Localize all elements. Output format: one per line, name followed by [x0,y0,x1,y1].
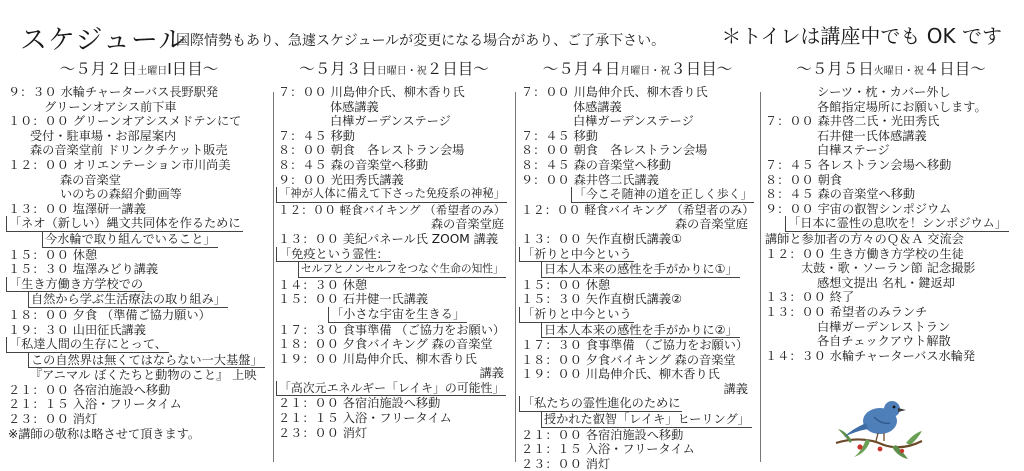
schedule-line-text: ８：４５ 森の音楽堂へ移動 [278,157,429,172]
schedule-line-text: 白樺ガーデンステージ [330,114,451,129]
schedule-line-text: ９：００ 光田秀氏講義 [278,172,404,187]
schedule-line [8,397,270,412]
schedule-line-text: 「高次元エネルギー「レイキ」の可能性」 [276,381,506,397]
schedule-line [278,262,510,278]
day-3-header [521,57,754,81]
schedule-line [521,173,754,188]
schedule-line [765,276,1017,291]
day-4-date: ～５月５日 [796,60,874,78]
schedule-line-text: いのちの森紹介動画等 [60,187,182,202]
schedule-line [278,247,510,263]
schedule-line [278,217,510,232]
schedule-line-text: ９：００ 宇宙の叡智シンポジウム [765,201,952,216]
schedule-line [278,323,510,338]
schedule-line-text: ７：００ 川島伸介氏、柳木香り氏 [278,85,465,99]
schedule-line-text: 受付・駐車場・お部屋案内 [30,128,177,143]
schedule-line-text: １９：００ 川島伸介氏、柳木香り氏 [278,351,477,366]
schedule-line [278,278,510,293]
schedule-line [521,442,754,457]
schedule-line-text: この自然界は無くてはならない一大基盤」 [28,353,265,369]
day-1-schedule [8,85,270,441]
schedule-line [765,216,1017,232]
schedule-line [278,114,510,129]
schedule-line-text: ２３：００ 消灯 [278,425,368,440]
schedule-line-text: １３：００ 終了 [765,290,855,305]
schedule-line [8,277,270,293]
schedule-line [765,143,1017,158]
schedule-line [8,173,270,188]
schedule-line-text: １５：００ 石井健一氏講義 [278,292,429,307]
schedule-line-text: 森の音楽堂 [60,172,121,187]
schedule-line [521,247,754,263]
schedule-line-text: セルフとノンセルフをつなぐ生命の知性」 [298,262,506,278]
schedule-line [8,262,270,277]
day-3-schedule [521,85,754,471]
schedule-line-text: シーツ・枕・カバー外し [817,85,951,99]
schedule-line [278,158,510,173]
schedule-line-text: １２：００ 軽食バイキング （希望者のみ） [521,202,755,217]
schedule-line-text: 太鼓・歌・ソーラン節 記念撮影 [801,261,976,276]
schedule-line [521,428,754,443]
schedule-line [765,349,1017,364]
schedule-line [521,353,754,368]
schedule-title: スケジュール [20,25,187,56]
schedule-line [765,85,1017,100]
schedule-line-text: 体感講義 [330,99,379,114]
schedule-line [765,290,1017,305]
schedule-line-text: １７：３０ 食事準備 （ご協力をお願い） [521,338,749,353]
schedule-line [278,337,510,352]
schedule-line [8,383,270,398]
schedule-line [521,143,754,158]
schedule-line [521,412,754,428]
schedule-line [521,114,754,129]
schedule-line [765,261,1017,276]
schedule-line [765,187,1017,202]
schedule-line-text: 「生き方働き方学校での [6,277,145,293]
schedule-line [765,202,1017,217]
day-4-column [765,57,1017,363]
schedule-line [8,216,270,232]
schedule-line [278,426,510,441]
schedule-line [521,158,754,173]
schedule-line-text: ９：００ 森井啓二氏講義 [521,172,659,187]
day-4-schedule [765,85,1017,363]
schedule-line-text: 今水輪で取り組んでいること」 [42,232,218,248]
schedule-line-text: 体感講義 [573,99,622,114]
schedule-line-text: １５：３０ 矢作直樹氏講義② [521,292,683,307]
schedule-line-text: ８：４５ 森の音楽堂へ移動 [765,187,916,202]
schedule-line [8,427,270,442]
schedule-line [278,129,510,144]
schedule-line-text: １９：００ 川島伸介氏、柳木香り氏 [521,367,720,382]
schedule-line-text: ２１：００ 各宿泊施設へ移動 [8,382,171,397]
schedule-line-text: ２３：００ 消灯 [521,456,611,471]
schedule-line-text: １３：００ 美紀パネール氏 ZOOM 講義 [278,231,499,246]
schedule-line-text: ８：００ 朝食 [765,172,842,187]
schedule-line [521,278,754,293]
schedule-line [765,158,1017,173]
schedule-line-text: 講師と参加者の方々のＱ＆Ａ 交流会 [765,231,964,246]
column-divider [515,92,516,462]
schedule-line [521,232,754,247]
schedule-line [278,100,510,115]
schedule-line-text: 「免疫という霊性： [276,247,391,263]
schedule-line-text: 「私たちの霊性進化のために [519,396,682,412]
schedule-line-text: ８：００ 朝食 各レストラン会場 [278,143,465,158]
schedule-line [8,232,270,248]
schedule-line-text: 「祈りと中今という [519,307,634,323]
schedule-line [8,187,270,202]
schedule-line-text: 「小さな宇宙を生きる」 [328,307,467,323]
day-2-date: ～５月３日 [299,60,377,78]
schedule-line [8,308,270,323]
schedule-line-text: 「日本に霊性の息吹を！シンポジウム」 [785,216,1009,232]
schedule-line-text: 感想文提出 名札・鍵返却 [817,275,955,290]
schedule-line [278,85,510,100]
schedule-line [278,143,510,158]
column-divider [760,92,761,462]
schedule-line-text: １８：００ 夕食バイキング 森の音楽堂 [278,337,493,352]
schedule-line [278,366,510,381]
schedule-line [521,100,754,115]
schedule-line-text: ８：００ 朝食 各レストラン会場 [521,143,708,158]
schedule-line [521,203,754,218]
schedule-line-text: １５：００ 休憩 [521,277,611,292]
schedule-line [521,396,754,412]
schedule-line-text: ２１：００ 各宿泊施設へ移動 [278,396,441,411]
toilet-note: ＊トイレは講座中でも OK です [721,24,1002,48]
day-3-label: ３日目～ [670,60,733,78]
schedule-line [8,368,270,383]
schedule-line-text: 「今こそ随神の道を正しく歩く」 [571,187,754,203]
schedule-line-text: ２１：００ 各宿泊施設へ移動 [521,427,684,442]
schedule-line [521,367,754,382]
schedule-line-text: ２１：１５ 入浴・フリータイム [521,442,695,457]
schedule-line [8,100,270,115]
schedule-line-text: 講義 [723,381,748,396]
schedule-line-text: グリーンオアシス前下車 [44,99,177,114]
schedule-line [8,143,270,158]
schedule-line [765,173,1017,188]
schedule-line [8,353,270,369]
schedule-line-text: 日本人本来の感性を手がかりに①」 [541,262,740,278]
schedule-line-text: １２：００ 軽食バイキング （希望者のみ） [278,202,506,217]
day-1-header [8,57,270,81]
schedule-line-text: 各自チェックアウト解散 [817,334,951,349]
schedule-line-text: ７：００ 森井啓二氏・光田秀氏 [765,114,940,129]
schedule-line [765,114,1017,129]
schedule-line [521,292,754,307]
schedule-line-text: 「神が人体に備えて下さった免疫系の神秘」 [276,187,507,203]
day-1-label: Ⅰ日目～ [167,60,219,78]
day-2-label: ２日目～ [426,60,489,78]
day-3-weekday: 月曜日・祝 [620,66,671,77]
schedule-line [765,247,1017,262]
day-2-header [278,57,510,81]
schedule-line [8,292,270,308]
schedule-line-text: 白樺ガーデンレストラン [817,319,951,334]
schedule-line [765,129,1017,144]
schedule-line-text: 森の音楽堂庭 [430,217,504,232]
schedule-line [521,262,754,278]
schedule-line [278,381,510,397]
day-2-weekday: 日曜日・祝 [376,66,427,77]
schedule-line [8,337,270,353]
schedule-line-text: １３：００ 希望者のみランチ [765,304,928,319]
schedule-line [765,100,1017,115]
schedule-line-text: ２１：１５ 入浴・フリータイム [8,397,182,412]
schedule-line-text: １８：００ 夕食バイキング 森の音楽堂 [521,352,736,367]
schedule-line [521,129,754,144]
schedule-line-text: 森の音楽堂庭 [674,217,748,232]
schedule-line [8,202,270,217]
schedule-line [278,292,510,307]
schedule-line-text: １９：３０ 山田征氏講義 [8,322,146,337]
schedule-subtitle: 国際情勢もあり、急遽スケジュールが変更になる場合があり、ご了承下さい。 [176,33,666,49]
day-4-weekday: 火曜日・祝 [873,66,924,77]
schedule-line [278,203,510,218]
schedule-line [8,412,270,427]
schedule-line [521,217,754,232]
schedule-line [765,232,1017,247]
schedule-line-text: 「ネオ（新しい）縄文共同体を作るために [6,216,243,232]
schedule-line-text: ７：４５ 移動 [521,128,598,143]
bird-on-branch-illustration [832,385,924,463]
column-divider [273,92,274,462]
schedule-line-text: １３：００ 塩澤研一講義 [8,201,146,216]
schedule-line-text: 日本人本来の感性を手がかりに②」 [541,323,740,339]
schedule-line [521,382,754,397]
schedule-line-text: 「祈りと中今という [519,247,634,263]
schedule-line-text: 『アニマル ぼくたちと動物のこと』 上映 [30,368,257,383]
schedule-line-text: ※講師の敬称は略させて頂きます。 [8,426,201,441]
schedule-line [278,396,510,411]
schedule-line-text: ７：４５ 移動 [278,128,355,143]
schedule-line-text: １４：３０ 休憩 [278,277,368,292]
day-1-column [8,57,270,441]
schedule-line [765,320,1017,335]
schedule-line [278,352,510,367]
schedule-line-text: ２１：１５ 入浴・フリータイム [278,411,452,426]
schedule-line-text: ２３：００ 消灯 [8,412,98,427]
schedule-line-text: １４：３０ 水輪チャーターバス水輪発 [765,348,976,363]
schedule-line-text: 自然から学ぶ生活療法の取り組み」 [28,292,228,308]
schedule-line-text: 「私達人間の生存にとって、 [6,337,169,353]
schedule-line-text: 石井健一氏体感講義 [817,128,927,143]
schedule-line [765,305,1017,320]
schedule-line-text: 授かれた叡智「レイキ」ヒーリング」 [541,412,752,428]
schedule-line-text: 白樺ステージ [817,143,890,158]
day-4-header [765,57,1017,81]
day-3-column [521,57,754,471]
schedule-line-text: １８：００ 夕食 （準備ご協力願い） [8,307,211,322]
schedule-line-text: １５：３０ 塩澤みどり講義 [8,262,159,277]
schedule-line [521,338,754,353]
schedule-line-text: 各館指定場所にお願いします。 [817,99,987,114]
schedule-line-text: １５：００ 休憩 [8,247,98,262]
schedule-line [521,307,754,323]
schedule-line [8,85,270,100]
day-4-label: ４日目～ [923,60,986,78]
schedule-line [278,307,510,323]
day-3-date: ～５月４日 [542,60,621,78]
schedule-line-text: １２：００ オリエンテーション市川尚美 [8,157,231,172]
schedule-line [278,173,510,188]
schedule-line [8,129,270,144]
schedule-line-text: １０：００ グリーンオアシスメドテンにて [8,114,242,129]
schedule-line-text: １２：００ 生き方働き方学校の生徒 [765,246,964,261]
schedule-line [278,411,510,426]
schedule-line-text: １７：３０ 食事準備 （ご協力をお願い） [278,322,506,337]
day-1-weekday: 土曜日 [137,66,168,77]
schedule-line-text: 白樺ガーデンステージ [573,114,694,129]
schedule-line [765,334,1017,349]
schedule-line [278,232,510,247]
schedule-line [521,187,754,203]
schedule-line [521,323,754,339]
schedule-line [521,85,754,100]
schedule-line [8,114,270,129]
day-1-date: ～５月２日 [59,60,138,78]
schedule-line-text: ７：４５ 各レストラン会場へ移動 [765,157,952,172]
schedule-line-text: ９：３０ 水輪チャーターバス長野駅発 [8,85,219,99]
schedule-line-text: ７：００ 川島伸介氏、柳木香り氏 [521,85,708,99]
schedule-line [8,158,270,173]
day-2-schedule [278,85,510,440]
schedule-line-text: １３：００ 矢作直樹氏講義① [521,231,683,246]
schedule-line-text: ８：４５ 森の音楽堂へ移動 [521,157,672,172]
schedule-line-text: 森の音楽堂前 ドリンクチケット販売 [30,143,228,158]
schedule-line [278,187,510,203]
schedule-line-text: 講義 [479,366,504,381]
day-2-column [278,57,510,440]
schedule-line [8,323,270,338]
schedule-line [8,248,270,263]
